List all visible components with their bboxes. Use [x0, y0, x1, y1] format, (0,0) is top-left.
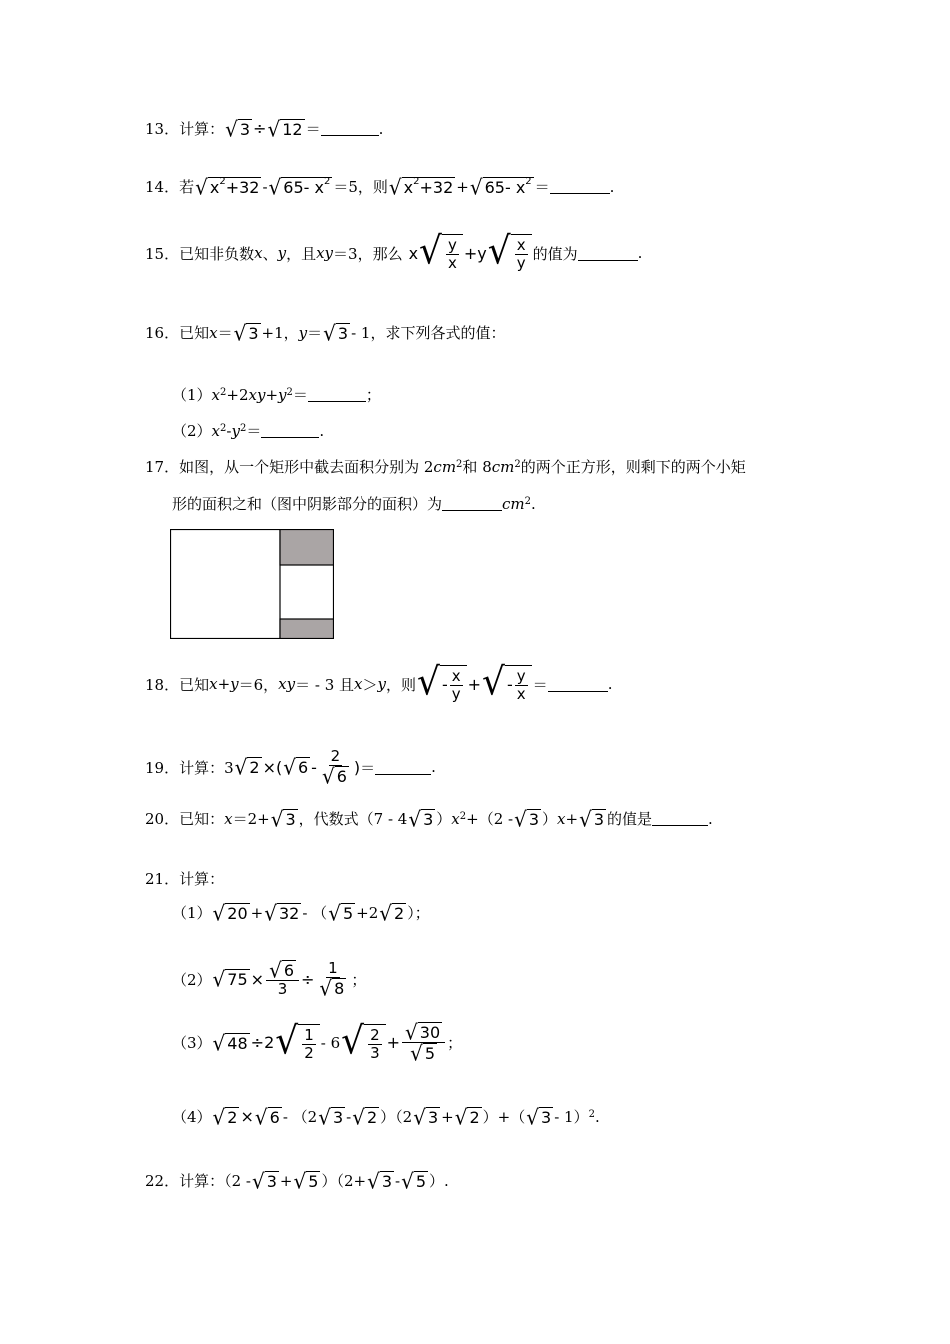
sqrt: √ - $\frac{y}{x}$ [482, 665, 532, 703]
equals: ＝ [305, 120, 321, 138]
q13-lead: 计算： [179, 120, 225, 138]
q13-number: 13． [145, 120, 180, 138]
var-y: y [298, 323, 308, 342]
sqrt: √ $\frac{2}{3}$ [341, 1024, 386, 1062]
sqrt: √ 2 [379, 899, 405, 926]
sqrt: √ 3 [514, 805, 540, 832]
sqrt: √ 8 [319, 975, 345, 1001]
answer-blank[interactable] [261, 423, 319, 438]
q19-number: 19． [145, 758, 180, 777]
q15-text: 、 [262, 244, 278, 263]
sqrt: √ 3 [579, 805, 605, 832]
equals: ＝ [307, 324, 323, 342]
q15-text: ，且 [286, 244, 317, 263]
question-20: 20． 已知： x ＝2+ √ 3 ，代数式（7 - 4 √ 3 ） x $^2$ +（2 - √ 3 ） x + √ 3 的值是 . [145, 805, 713, 832]
q21-number: 21． [145, 870, 180, 888]
sqrt: √ 3 [323, 319, 349, 346]
q16-text: +1， [261, 324, 299, 342]
sqrt: √ $\frac{x}{y}$ [488, 234, 532, 272]
answer-blank[interactable] [321, 121, 379, 136]
question-19: 19． 计算：3 √ 2 × ( √ 6 - 2 √ 6 ) ＝ . [145, 747, 436, 789]
q22-number: 22． [145, 1172, 180, 1190]
q21-part-3: （3） √ 48 ÷2 √ $\frac{1}{2}$ - 6 √ $\frac{2}{3}$ + √ 30 √ 5 ； [172, 1019, 463, 1066]
plus: + [456, 177, 469, 196]
sqrt: √ 3 [270, 805, 296, 832]
question-16 [145, 319, 506, 346]
q15-text: 已知非负数 [179, 244, 255, 263]
sqrt: √ 20 [212, 899, 248, 926]
sqrt: √ $x^2+32$ [388, 173, 454, 200]
q21-part-2: （2） √ 75 × √ 6 3 ÷ 1 √ 8 ； [172, 957, 367, 1001]
sqrt: √ $\frac{y}{x}$ [419, 234, 463, 272]
sqrt: √ 2 [454, 1103, 480, 1130]
sqrt: √ 65- $x^2$ [469, 173, 532, 200]
sqrt: √ 2 [212, 1103, 238, 1130]
q14-number: 14． [145, 178, 180, 196]
sqrt: √ 3 [233, 319, 259, 346]
var-y: y [277, 244, 287, 262]
sqrt: √ 5 [328, 899, 354, 926]
question-18: 18． 已知 x+y ＝6， xy ＝ - 3 且 x ＞ y ，则 √ - $\frac{x}{y}$ + √ - $\frac{y}{x}$ ＝ . [145, 660, 613, 704]
q16-text: - 1，求下列各式的值： [351, 324, 506, 342]
sqrt: √ 5 [293, 1167, 319, 1194]
sqrt: √ 48 [212, 1029, 248, 1056]
sqrt: √ 6 [254, 1103, 280, 1130]
sqrt: √ 3 [251, 1167, 277, 1194]
sqrt: √ 12 [267, 115, 303, 142]
answer-blank[interactable] [652, 811, 708, 826]
sqrt: √ 65- $x^2$ [268, 173, 331, 200]
answer-blank[interactable] [375, 760, 431, 775]
q18-number: 18． [145, 675, 180, 694]
sqrt: √ 6 [269, 957, 294, 983]
q15-text: ＝3，那么 [333, 244, 403, 263]
q14-text: 若 [179, 178, 195, 196]
sqrt: √ 3 [318, 1103, 344, 1130]
question-13 [145, 115, 384, 142]
answer-blank[interactable] [578, 246, 638, 261]
period: . [378, 119, 384, 138]
question-21: 21． 计算： [145, 870, 225, 888]
sqrt: √ 5 [401, 1167, 427, 1194]
sqrt: √ 2 [352, 1103, 378, 1130]
minus: - [262, 177, 268, 196]
sqrt: √ 75 [212, 966, 248, 992]
var-x: x [209, 323, 218, 342]
shaded-rect-top [280, 530, 334, 566]
q15-text: 的值为 [532, 244, 578, 263]
sqrt: √ 3 [225, 115, 251, 142]
answer-blank[interactable] [550, 179, 610, 194]
var-x: x [254, 244, 263, 262]
sqrt: √ 3 [526, 1103, 552, 1130]
question-17-cont: 形的面积之和（图中阴影部分的面积）为 cm $^2$ . [172, 494, 536, 513]
sqrt: √ 32 [264, 899, 300, 926]
sqrt: √ $\frac{1}{2}$ [275, 1024, 320, 1062]
q21-part-4: （4） √ 2 × √ 6 - （2 √ 3 - √ 2 ）（2 √ 3 + √ 2 ）+（ √ 3 - 1） $^2$ . [172, 1103, 600, 1130]
question-14 [145, 173, 615, 200]
rectangle-figure [170, 529, 334, 639]
q21-part-1: （1） √ 20 + √ 32 - （ √ 5 +2 √ 2 ）； [172, 899, 430, 926]
part-label: （1） [172, 386, 212, 404]
var-xy: xy [316, 244, 334, 262]
sqrt: √ 3 [408, 805, 434, 832]
sqrt: √ 30 [405, 1019, 441, 1045]
q20-number: 20． [145, 810, 180, 828]
answer-blank[interactable] [308, 387, 366, 402]
q17-text: 如图，从一个矩形中截去面积分别为 2 [179, 458, 434, 476]
q16-number: 16． [145, 324, 180, 342]
q15-number: 15． [145, 244, 180, 263]
sqrt: √ 2 [234, 754, 260, 780]
question-22: 22． 计算：（2 - √ 3 + √ 5 ）（2+ √ 3 - √ 5 ）. [145, 1167, 449, 1194]
part-label: （2） [172, 422, 212, 440]
q16-part-1: （1） x $^2$ +2 xy + y $^2$ ＝ ； [172, 385, 381, 404]
shaded-rect-bottom [280, 619, 334, 639]
sqrt: √ 6 [321, 763, 347, 789]
sqrt: √ 3 [367, 1167, 392, 1194]
answer-blank[interactable] [442, 496, 502, 511]
q16-part-2: （2） x $^2$ - y $^2$ ＝ . [172, 421, 325, 440]
question-15 [145, 229, 643, 273]
sqrt: √ - $\frac{x}{y}$ [417, 665, 467, 703]
plus: +y [463, 243, 487, 263]
var-x: x [408, 243, 419, 263]
answer-blank[interactable] [548, 677, 608, 692]
sqrt: √ 3 [413, 1103, 439, 1130]
equals: ＝ [217, 324, 233, 342]
question-17: 17． 如图，从一个矩形中截去面积分别为 2 cm $^2$ 和 8 cm $^2$ 的两个正方形，则剩下的两个小矩 [145, 457, 746, 476]
period: . [609, 177, 615, 196]
q17-number: 17． [145, 458, 180, 476]
sqrt: √ $x^2+32$ [195, 173, 260, 200]
equals: ＝ [534, 178, 550, 196]
q14-text: ＝5，则 [333, 178, 388, 196]
period: . [637, 244, 643, 262]
q17-text: 形的面积之和（图中阴影部分的面积）为 [172, 495, 443, 513]
divide-sign: ÷ [253, 119, 267, 138]
sqrt: √ 6 [283, 754, 309, 780]
sqrt: √ 5 [410, 1040, 436, 1066]
q16-text: 已知 [179, 324, 210, 342]
